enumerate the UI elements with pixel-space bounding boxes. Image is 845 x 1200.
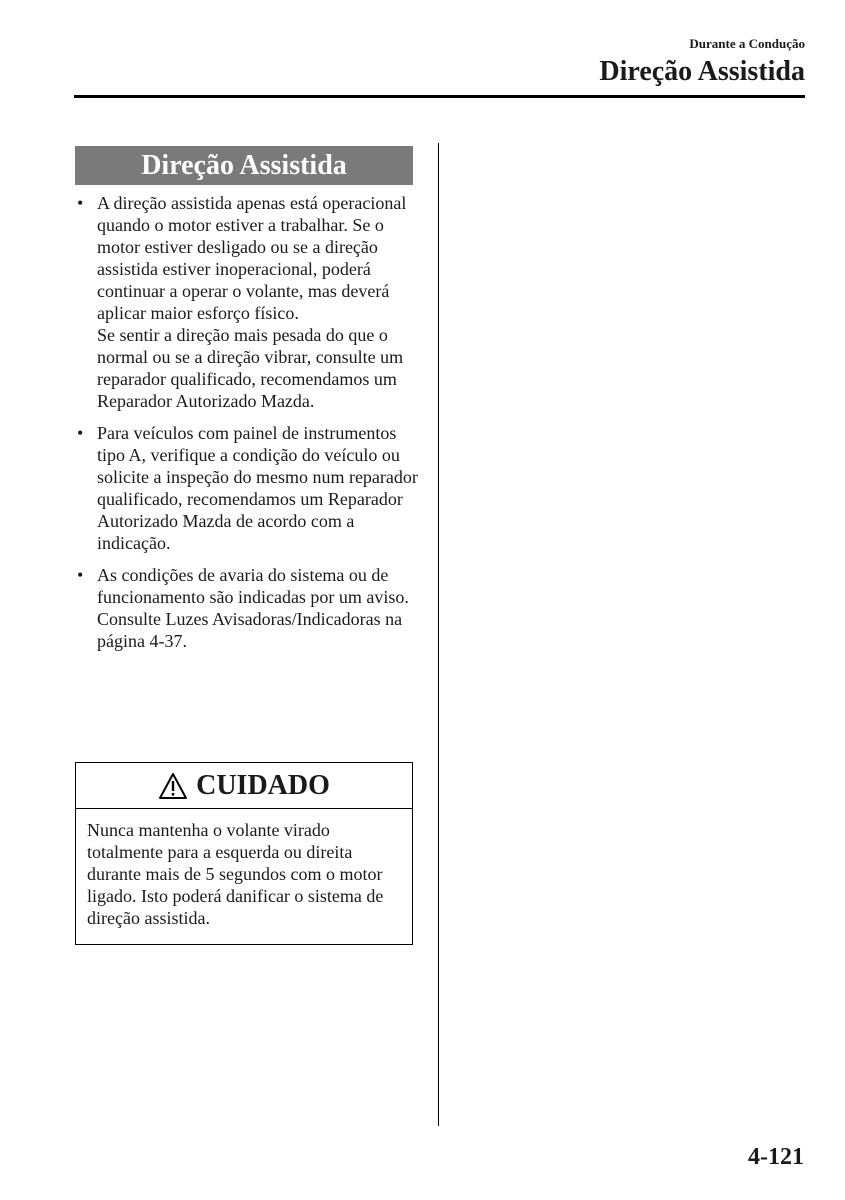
bullet-paragraph: Para veículos com painel de instrumentos tipo A, verifique a condição do veículo ou solicite a inspeção do mesmo num reparador qualificado, recomendamos um Reparador Autorizado Mazda de acordo com a indicação.: [97, 423, 418, 553]
bullet-icon: •: [77, 193, 84, 213]
bullet-item-3: [75, 564, 420, 652]
warning-triangle-icon: [158, 772, 188, 800]
bullet-paragraph: Consulte Luzes Avisadoras/Indicadoras na página 4-37.: [97, 609, 403, 651]
page-number: 4-121: [748, 1144, 804, 1170]
page-header-title: Direção Assistida: [599, 56, 805, 87]
bullet-paragraph: Se sentir a direção mais pesada do que o normal ou se a direção vibrar, consulte um reparador qualificado, recomendamos um Reparador Autorizado Mazda.: [97, 325, 404, 411]
caution-text: Nunca mantenha o volante virado totalmente para a esquerda ou direita durante mais de 5 segundos com o motor ligado. Isto poderá danificar o sistema de direção assistida.: [87, 820, 384, 928]
caution-heading: [76, 763, 412, 809]
bullet-paragraph: As condições de avaria do sistema ou de funcionamento são indicadas por um aviso.: [97, 565, 409, 607]
column-divider: [438, 143, 439, 1126]
bullet-item-2: [75, 422, 420, 554]
bullet-item-1: [75, 192, 420, 412]
bullet-list: [75, 192, 420, 662]
caution-box: [75, 762, 413, 945]
caution-heading-label: CUIDADO: [196, 769, 330, 801]
chapter-label: Durante a Condução: [689, 36, 805, 51]
bullet-icon: •: [77, 565, 84, 585]
section-banner: Direção Assistida: [75, 146, 413, 185]
bullet-paragraph: A direção assistida apenas está operacional quando o motor estiver a trabalhar. Se o motor estiver desligado ou se a direção assistida estiver inoperacional, poderá continuar a operar o volante, mas deverá aplicar maior esforço físico.: [97, 193, 407, 323]
bullet-icon: •: [77, 423, 84, 443]
header-rule: [74, 95, 805, 98]
